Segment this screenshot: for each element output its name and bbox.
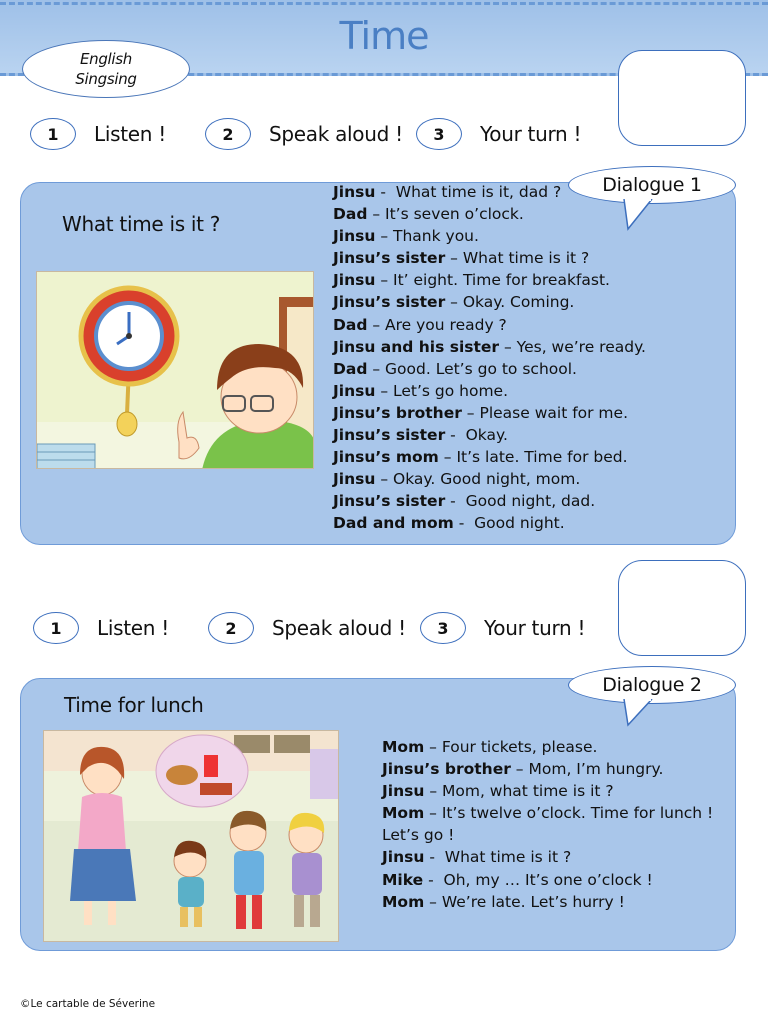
speaker-name: Dad and mom <box>333 514 454 533</box>
dialogue-2-lines <box>382 736 713 913</box>
step-turn-2 <box>420 612 585 644</box>
speaker-name: Jinsu <box>333 271 376 290</box>
dialogue-line <box>333 468 646 490</box>
dialogue-line <box>333 446 646 468</box>
dialogue-2-tag-label: Dialogue 2 <box>602 674 702 696</box>
separator: - <box>445 492 466 511</box>
dialogue-line <box>333 380 646 402</box>
dialogue-1-title: What time is it ? <box>62 212 221 236</box>
speaker-name: Mom <box>382 804 425 823</box>
separator: – <box>438 448 457 467</box>
separator: – <box>367 205 386 224</box>
dialogue-line <box>333 490 646 512</box>
step-label: Speak aloud ! <box>272 616 406 640</box>
separator: – <box>424 738 442 756</box>
speaker-name: Jinsu <box>333 381 376 400</box>
line-text: Four tickets, please. <box>441 738 598 756</box>
brand-line-1: English <box>79 50 133 68</box>
speaker-name: Jinsu <box>333 227 376 246</box>
speaker-name: Jinsu’s brother <box>382 760 511 779</box>
speaker-name: Jinsu’s sister <box>333 293 446 312</box>
separator: – <box>375 271 393 290</box>
line-text: Yes, we’re ready. <box>516 337 646 356</box>
step-turn-1 <box>416 118 581 150</box>
speaker-name: Jinsu’s mom <box>333 448 439 467</box>
line-text: It’s late. Time for bed. <box>456 448 628 467</box>
brand-badge <box>22 40 190 98</box>
speaker-name: Jinsu and his sister <box>333 337 500 356</box>
dialogue-2-title: Time for lunch <box>64 693 204 717</box>
dialogue-line <box>333 291 646 313</box>
line-text: Let’s go home. <box>393 381 509 400</box>
separator: – <box>510 760 529 779</box>
separator: – <box>424 892 442 911</box>
line-text: Okay. Coming. <box>462 293 575 312</box>
speaker-name: Jinsu <box>333 183 376 201</box>
step-number: 3 <box>420 612 466 644</box>
speaker-name: Jinsu <box>382 782 425 801</box>
dialogue-1-lines <box>333 181 646 535</box>
step-label: Listen ! <box>94 122 166 146</box>
step-listen-2 <box>33 612 169 644</box>
speaker-name: Jinsu’s sister <box>333 492 446 511</box>
line-text: Oh, my … It’s one o’clock ! <box>443 870 653 889</box>
dialogue-line <box>382 780 713 802</box>
separator: - <box>424 848 445 867</box>
dialogue-line <box>382 824 713 846</box>
speaker-name: Mom <box>382 738 425 756</box>
step-number: 3 <box>416 118 462 150</box>
speaker-name: Jinsu <box>333 470 376 489</box>
sticker-box-1 <box>618 50 746 146</box>
dialogue-line <box>333 512 646 534</box>
dialogue-line <box>333 247 646 269</box>
line-text: Thank you. <box>393 227 479 246</box>
separator: – <box>424 804 442 823</box>
dialogue-line <box>333 269 646 291</box>
line-text: What time is it, dad ? <box>395 183 562 201</box>
separator: - <box>375 183 396 201</box>
line-text: It’ eight. Time for breakfast. <box>393 271 610 290</box>
lunch-illustration <box>43 730 339 942</box>
speaker-name: Dad <box>333 315 368 334</box>
line-text: Please wait for me. <box>479 403 628 422</box>
step-speak-1 <box>205 118 403 150</box>
step-label: Speak aloud ! <box>269 122 403 146</box>
dialogue-line <box>333 336 646 358</box>
separator: – <box>461 403 480 422</box>
line-text: What time is it ? <box>462 249 590 268</box>
separator: – <box>499 337 517 356</box>
line-text: Okay. <box>465 426 508 445</box>
step-label: Your turn ! <box>484 616 586 640</box>
separator: – <box>445 293 463 312</box>
line-text: We’re late. Let’s hurry ! <box>441 892 625 911</box>
dialogue-line <box>333 203 646 225</box>
dialogue-line <box>333 402 646 424</box>
dialogue-line <box>382 846 713 868</box>
line-text: Okay. Good night, mom. <box>393 470 581 489</box>
brand-line-2: Singsing <box>75 70 137 88</box>
line-text: Mom, what time is it ? <box>442 782 614 801</box>
separator: – <box>375 470 393 489</box>
separator: – <box>424 782 442 801</box>
dialogue-line <box>333 358 646 380</box>
step-label: Listen ! <box>97 616 169 640</box>
footer-credit: ©Le cartable de Séverine <box>20 998 156 1010</box>
speaker-name: Dad <box>333 359 368 378</box>
dialogue-line <box>382 758 713 780</box>
separator: – <box>375 227 393 246</box>
clock-illustration <box>36 271 314 469</box>
step-number: 2 <box>205 118 251 150</box>
line-text: Let’s go ! <box>382 826 455 845</box>
dialogue-line <box>382 869 713 891</box>
line-text: Mom, I’m hungry. <box>528 760 664 779</box>
speaker-name: Mike <box>382 870 424 889</box>
dialogue-line <box>382 736 713 758</box>
speaker-name: Jinsu’s sister <box>333 426 446 445</box>
step-listen-1 <box>30 118 166 150</box>
step-number: 1 <box>30 118 76 150</box>
page-title: Time <box>339 14 429 58</box>
separator: - <box>445 426 466 445</box>
step-label: Your turn ! <box>480 122 582 146</box>
dialogue-1-tag-label: Dialogue 1 <box>602 174 702 196</box>
speaker-name: Jinsu’s brother <box>333 403 462 422</box>
speech-tail-icon <box>620 199 660 233</box>
dialogue-line <box>333 424 646 446</box>
step-number: 1 <box>33 612 79 644</box>
separator: - <box>423 870 444 889</box>
speaker-name: Jinsu’s sister <box>333 249 446 268</box>
separator: – <box>445 249 463 268</box>
speaker-name: Mom <box>382 892 425 911</box>
line-text: Good night, dad. <box>465 492 596 511</box>
separator: – <box>367 359 386 378</box>
line-text: Are you ready ? <box>385 315 507 334</box>
separator: – <box>375 381 393 400</box>
step-speak-2 <box>208 612 406 644</box>
separator: - <box>453 514 475 533</box>
separator: – <box>367 315 386 334</box>
dialogue-line <box>382 802 713 824</box>
line-text: It’s seven o’clock. <box>385 205 524 224</box>
sticker-box-2 <box>618 560 746 656</box>
speaker-name: Dad <box>333 205 368 224</box>
line-text: Good night. <box>474 514 565 533</box>
speech-tail-icon <box>620 699 660 729</box>
step-number: 2 <box>208 612 254 644</box>
line-text: Good. Let’s go to school. <box>385 359 577 378</box>
dialogue-line <box>333 225 646 247</box>
speaker-name: Jinsu <box>382 848 425 867</box>
dialogue-line <box>333 314 646 336</box>
line-text: It’s twelve o’clock. Time for lunch ! <box>441 804 714 823</box>
line-text: What time is it ? <box>444 848 572 867</box>
dialogue-line <box>382 891 713 913</box>
